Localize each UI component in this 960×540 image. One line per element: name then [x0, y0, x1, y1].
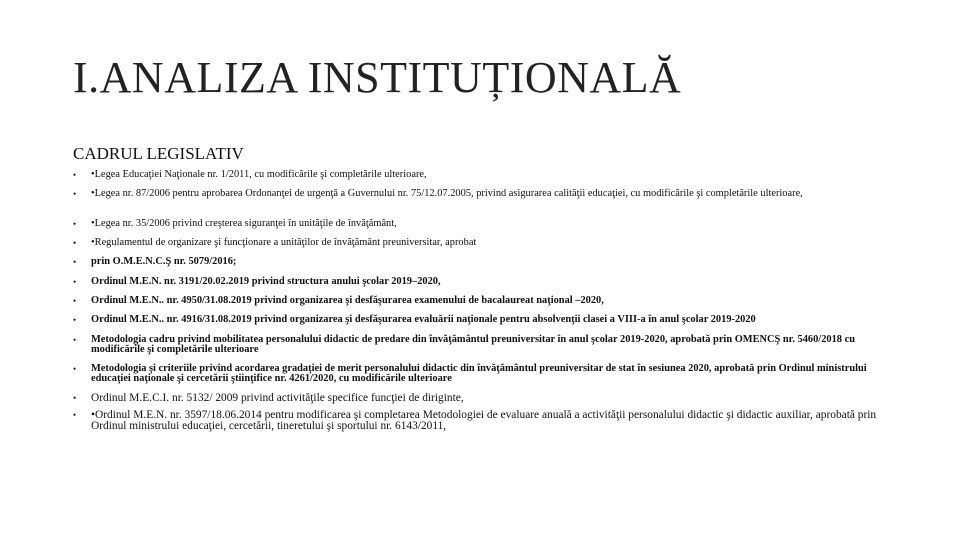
list-item-text: •Ordinul M.E.N. nr. 3597/18.06.2014 pentru modificarea şi completarea Metodologiei de evaluare anuală a activităţii personalului didactic şi didactic auxiliar, aprobată prin Ordinul ministrului educaţiei, cercetării, tineretului şi sportului nr. 6143/2011,	[91, 409, 877, 432]
list-item	[73, 257, 903, 267]
list-item-text: Ordinul M.E.N.. nr. 4916/31.08.2019 privind organizarea şi desfăşurarea evaluării naţionale pentru absolvenţii clasei a VIII-a în anul şcolar 2019-2020	[91, 314, 756, 325]
list-item	[73, 238, 903, 248]
list-item-text: Metodologia cadru privind mobilitatea personalului didactic de predare din învăţământul preuniversitar în anul şcolar 2019-2020, aprobată prin OMENCŞ nr. 5460/2018 cu modificările şi completările ulterioare	[91, 334, 855, 355]
list-item	[73, 315, 903, 325]
list-item-text: •Legea Educaţiei Naţionale nr. 1/2011, cu modificările şi completările ulterioare,	[91, 169, 427, 180]
list-item	[73, 219, 903, 229]
list-item-text: Ordinul M.E.N. nr. 3191/20.02.2019 privind structura anului şcolar 2019–2020,	[91, 276, 441, 287]
bullet-icon: •	[73, 257, 77, 267]
list-item-text: prin O.M.E.N.C.Ş nr. 5079/2016;	[91, 256, 237, 267]
bullet-icon: •	[73, 393, 77, 403]
list-item-text: Metodologia şi criteriile privind acordarea gradaţiei de merit personalului didactic din învăţământul preuniversitar de stat în sesiunea 2020, aprobată prin Ordinul ministrului educaţiei naţionale şi cercetării ştiinţifice nr. 4261/2020, cu modificările ulterioare	[91, 363, 867, 384]
list-item	[73, 364, 903, 384]
list-item	[73, 189, 903, 199]
list-item	[73, 393, 903, 404]
list-item	[73, 277, 903, 287]
bullet-icon: •	[73, 364, 77, 374]
list-item	[73, 170, 903, 180]
bullet-icon: •	[73, 277, 77, 287]
list-item-text: Ordinul M.E.C.I. nr. 5132/ 2009 privind activităţile specifice funcţiei de diriginte,	[91, 392, 464, 404]
list-item	[73, 296, 903, 306]
bullet-icon: •	[73, 238, 77, 248]
list-item-text: Ordinul M.E.N.. nr. 4950/31.08.2019 privind organizarea şi desfăşurarea examenului de bacalaureat naţional –2020,	[91, 295, 604, 306]
bullet-icon: •	[73, 410, 77, 420]
list-item-text: •Legea nr. 35/2006 privind creşterea siguranţei în unităţile de învăţământ,	[91, 218, 397, 229]
bullet-icon: •	[73, 296, 77, 306]
section-heading: CADRUL LEGISLATIV	[73, 144, 244, 163]
list-item	[73, 410, 903, 432]
bullet-icon: •	[73, 219, 77, 229]
list-item-text: •Legea nr. 87/2006 pentru aprobarea Ordonanţei de urgenţă a Guvernului nr. 75/12.07.2005, privind asigurarea calităţii educaţiei, cu modificările şi completările ulterioare,	[91, 188, 803, 199]
bullet-icon: •	[73, 170, 77, 180]
bullet-icon: •	[73, 335, 77, 345]
list-item-text: •Regulamentul de organizare şi funcţionare a unităţilor de învăţământ preuniversitar, aprobat	[91, 237, 477, 248]
bullet-icon: •	[73, 315, 77, 325]
slide-title: I.ANALIZA INSTITUȚIONALĂ	[73, 53, 682, 102]
bullet-icon: •	[73, 189, 77, 199]
list-item	[73, 335, 903, 355]
